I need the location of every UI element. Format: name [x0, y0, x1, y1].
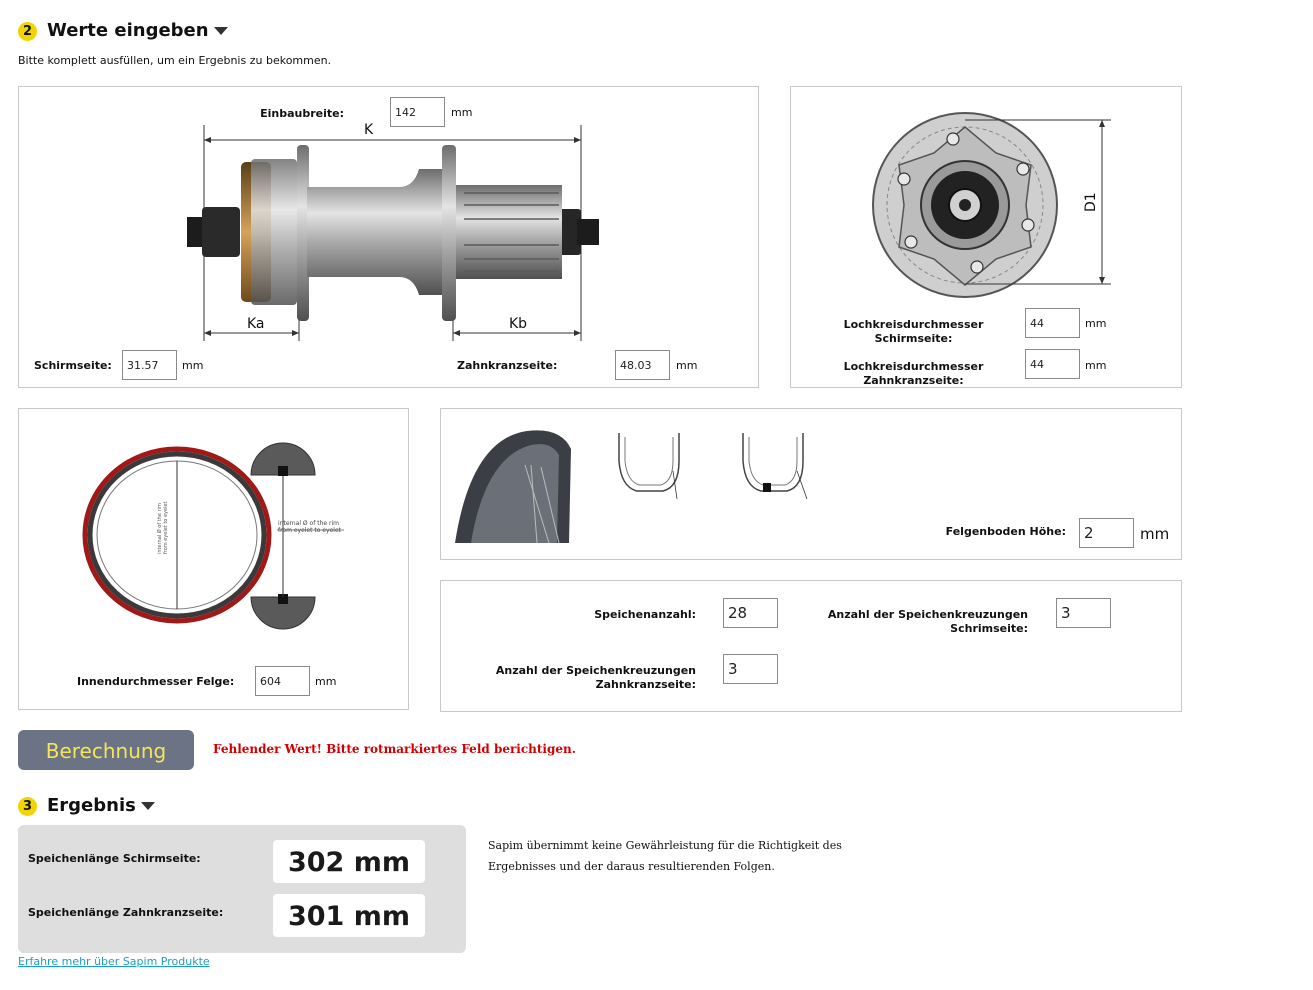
dim-ka-label: Ka	[247, 316, 265, 332]
cross-zahn-input[interactable]	[723, 654, 778, 684]
section-title-ergebnis-text: Ergebnis	[47, 795, 136, 816]
rim-vertical-note-line2: from eyelet to eyelet	[163, 501, 169, 554]
einbau-input[interactable]	[390, 97, 445, 127]
rimbed-illustration	[441, 409, 1183, 561]
lk-schirm-label-line2: Schirmseite:	[874, 332, 953, 345]
zahn-input[interactable]	[615, 350, 670, 380]
lk-zahn-label-line2: Zahnkranzseite:	[863, 374, 964, 387]
spokes-panel	[440, 580, 1182, 712]
result-schirm-value: 302 mm	[273, 840, 425, 883]
zahn-label: Zahnkranzseite:	[457, 359, 558, 372]
flange-panel	[790, 86, 1182, 388]
lk-schirm-label-line1: Lochkreisdurchmesser	[843, 318, 984, 331]
cross-schirm-label-line2: Schrimseite:	[950, 622, 1028, 635]
rim-vertical-note	[157, 502, 169, 555]
intro-text: Bitte komplett ausfüllen, um ein Ergebnis zu bekommen.	[18, 54, 332, 67]
spoke-count-label: Speichenanzahl:	[594, 608, 696, 621]
rimbed-input[interactable]	[1079, 518, 1134, 548]
caret-down-icon	[141, 802, 155, 810]
sapim-products-link[interactable]: Erfahre mehr über Sapim Produkte	[18, 955, 210, 968]
rim-diameter-input[interactable]	[255, 666, 310, 696]
schirm-label: Schirmseite:	[34, 359, 112, 372]
disclaimer-text: Sapim übernimmt keine Gewährleistung für die Richtigkeit des Ergebnisses und der daraus resultierenden Folgen.	[488, 839, 842, 873]
cross-zahn-label-line2: Zahnkranzseite:	[595, 678, 696, 691]
result-box	[18, 825, 466, 953]
rimbed-unit: mm	[1140, 525, 1170, 543]
result-zahn-label: Speichenlänge Zahnkranzseite:	[28, 906, 224, 919]
step-3-badge: 3	[18, 797, 37, 816]
hub-panel	[18, 86, 759, 388]
zahn-unit: mm	[676, 359, 698, 372]
calculate-button[interactable]: Berechnung	[18, 730, 194, 770]
caret-down-icon	[214, 27, 228, 35]
lk-schirm-unit: mm	[1085, 317, 1107, 330]
result-schirm-label: Speichenlänge Schirmseite:	[28, 852, 201, 865]
rimbed-panel	[440, 408, 1182, 560]
einbau-label: Einbaubreite:	[260, 107, 344, 120]
rimbed-label: Felgenboden Höhe:	[945, 525, 1066, 538]
error-message: Fehlender Wert! Bitte rotmarkiertes Feld berichtigen.	[213, 742, 576, 756]
result-zahn-value: 301 mm	[273, 894, 425, 937]
section-title-text: Werte eingeben	[47, 20, 209, 41]
rim-diameter-unit: mm	[315, 675, 337, 688]
cross-zahn-label	[494, 664, 696, 692]
dim-k-label: K	[364, 122, 374, 138]
rim-vertical-note-line1: internal Ø of the rim	[157, 503, 163, 554]
cross-schirm-input[interactable]	[1056, 598, 1111, 628]
cross-schirm-label	[826, 608, 1028, 636]
hub-illustration	[19, 87, 760, 389]
dim-kb-label: Kb	[509, 316, 528, 332]
lk-zahn-input[interactable]	[1025, 349, 1080, 379]
section-title-werte[interactable]	[47, 20, 228, 41]
spoke-count-input[interactable]	[723, 598, 778, 628]
dim-d1-label: D1	[1083, 192, 1099, 212]
rim-diameter-label: Innendurchmesser Felge:	[77, 675, 235, 688]
cross-zahn-label-line1: Anzahl der Speichenkreuzungen	[495, 664, 696, 677]
lk-schirm-label	[831, 318, 996, 346]
section-title-ergebnis[interactable]	[47, 795, 155, 816]
rim-illustration	[19, 409, 410, 711]
rim-panel	[18, 408, 409, 710]
lk-zahn-label-line1: Lochkreisdurchmesser	[843, 360, 984, 373]
schirm-unit: mm	[182, 359, 204, 372]
rim-right-note-line1: internal Ø of the rim	[278, 520, 339, 527]
einbau-unit: mm	[451, 106, 473, 119]
lk-zahn-unit: mm	[1085, 359, 1107, 372]
rim-right-note	[278, 520, 341, 534]
schirm-input[interactable]	[122, 350, 177, 380]
rim-right-note-line2: from eyelet to eyelet	[278, 527, 341, 534]
lk-zahn-label	[831, 360, 996, 388]
cross-schirm-label-line1: Anzahl der Speichenkreuzungen	[827, 608, 1028, 621]
lk-schirm-input[interactable]	[1025, 308, 1080, 338]
step-2-badge: 2	[18, 22, 37, 41]
